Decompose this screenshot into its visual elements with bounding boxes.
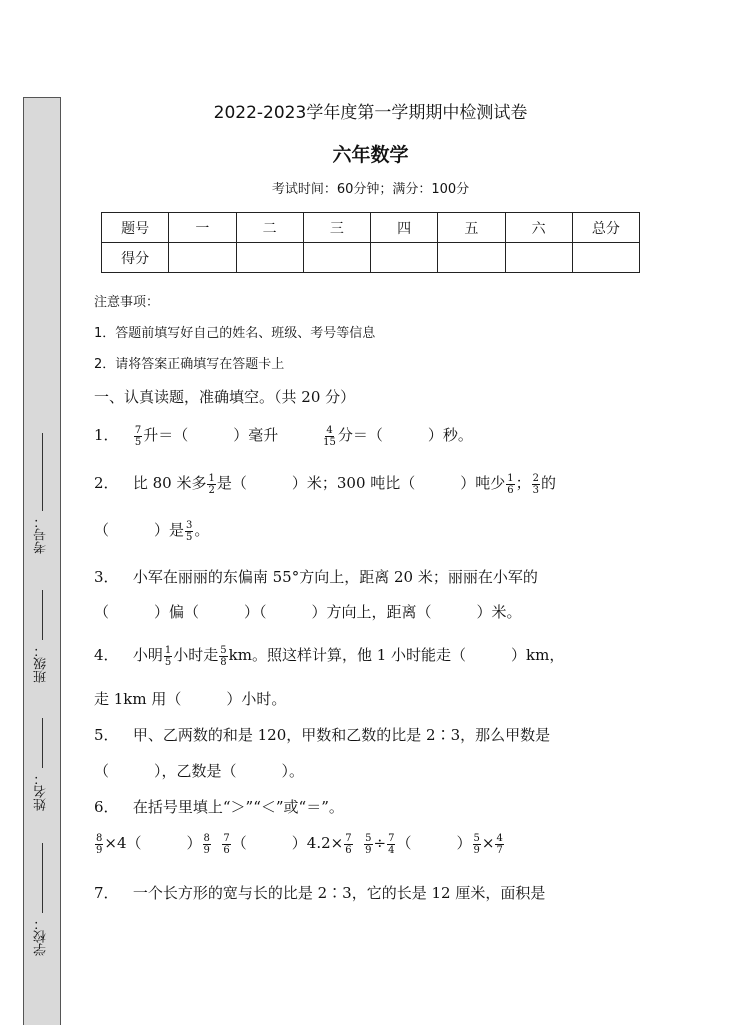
fraction: $\frac{7}{6}$ bbox=[223, 832, 230, 856]
question-text: 小明 bbox=[132, 646, 163, 664]
fraction: $\frac{7}{4}$ bbox=[388, 832, 395, 856]
exam-number-field[interactable] bbox=[24, 433, 60, 554]
question-4 bbox=[94, 644, 564, 668]
binding-strip bbox=[23, 97, 61, 1025]
fraction: $\frac{4}{7}$ bbox=[496, 832, 503, 856]
name-field[interactable] bbox=[24, 718, 60, 811]
header-cell: 六 bbox=[505, 213, 572, 243]
fraction: $\frac{8}{9}$ bbox=[203, 832, 210, 856]
question-5 bbox=[94, 724, 550, 745]
question-4-line-2: 走 1km 用（ ）小时。 bbox=[94, 690, 287, 708]
exam-title: 2022-2023学年度第一学期期中检测试卷 bbox=[213, 103, 528, 123]
fraction: $\frac{5}{9}$ bbox=[365, 832, 372, 856]
fraction: $\frac{5}{8}$ bbox=[220, 644, 227, 668]
school-field[interactable] bbox=[24, 843, 60, 956]
header-cell: 一 bbox=[169, 213, 236, 243]
fraction: $\frac{1}{5}$ bbox=[164, 644, 172, 668]
question-text: 小时走 bbox=[173, 646, 219, 664]
question-number: 5． bbox=[94, 726, 119, 744]
question-number: 3． bbox=[94, 568, 119, 586]
fraction: $\frac{1}{2}$ bbox=[208, 472, 215, 496]
note-item: 2．请将答案正确填写在答题卡上 bbox=[94, 357, 285, 372]
section-heading: 一、认真读题，准确填空。（共 20 分） bbox=[94, 388, 356, 406]
score-table bbox=[101, 212, 640, 273]
question-1 bbox=[94, 424, 473, 448]
question-text: （ ） bbox=[396, 834, 472, 852]
question-6-expressions bbox=[94, 832, 505, 856]
notes-heading: 注意事项： bbox=[94, 295, 160, 310]
question-text: km。照这样计算，他 1 小时能走（ ）km， bbox=[228, 646, 565, 664]
question-5-line-2: （ ），乙数是（ ）。 bbox=[94, 762, 305, 780]
question-text: 比 80 米多 bbox=[132, 474, 207, 492]
exam-info: 考试时间：60分钟；满分：100分 bbox=[271, 182, 470, 197]
question-text: （ ）4.2× bbox=[231, 834, 344, 852]
score-cell[interactable] bbox=[438, 243, 505, 273]
score-cell[interactable] bbox=[236, 243, 303, 273]
header-cell: 二 bbox=[236, 213, 303, 243]
question-text: 小军在丽丽的东偏南 55°方向上，距离 20 米；丽丽在小军的 bbox=[132, 568, 538, 586]
class-field[interactable] bbox=[24, 590, 60, 683]
question-number: 4． bbox=[94, 646, 119, 664]
score-cell[interactable] bbox=[572, 243, 639, 273]
class-label: 班级： bbox=[34, 644, 49, 683]
fraction: $\frac{7}{6}$ bbox=[345, 832, 352, 856]
fraction: $\frac{4}{15}$ bbox=[323, 424, 336, 448]
score-cell[interactable] bbox=[505, 243, 572, 273]
fraction: $\frac{7}{5}$ bbox=[134, 424, 142, 448]
question-text: 甲、乙两数的和是 120，甲数和乙数的比是 2∶3，那么甲数是 bbox=[132, 726, 551, 744]
question-text: 的 bbox=[541, 474, 557, 492]
question-number: 2． bbox=[94, 474, 119, 492]
header-cell: 三 bbox=[303, 213, 370, 243]
question-number: 7． bbox=[94, 884, 119, 902]
school-underline bbox=[42, 843, 43, 913]
header-cell: 五 bbox=[438, 213, 505, 243]
question-text: ； bbox=[515, 474, 531, 492]
name-underline bbox=[42, 718, 43, 768]
score-row-label: 得分 bbox=[102, 243, 169, 273]
question-text: ×4（ ） bbox=[104, 834, 202, 852]
operator: ÷ bbox=[373, 834, 387, 852]
question-3 bbox=[94, 566, 538, 587]
fraction: $\frac{3}{5}$ bbox=[186, 519, 193, 543]
score-table-score-row bbox=[102, 243, 640, 273]
fraction: $\frac{1}{6}$ bbox=[507, 472, 514, 496]
question-6 bbox=[94, 796, 344, 817]
header-cell: 四 bbox=[371, 213, 438, 243]
question-2 bbox=[94, 472, 556, 496]
question-text: 升＝（ ）毫升 bbox=[143, 426, 279, 444]
score-cell[interactable] bbox=[303, 243, 370, 273]
note-item: 1．答题前填写好自己的姓名、班级、考号等信息 bbox=[94, 326, 376, 341]
question-text: 。 bbox=[194, 521, 210, 539]
question-text: 在括号里填上“＞”“＜”或“＝”。 bbox=[132, 798, 344, 816]
question-3-line-2: （ ）偏（ ）（ ）方向上，距离（ ）米。 bbox=[94, 603, 522, 621]
class-underline bbox=[42, 590, 43, 640]
question-number: 6． bbox=[94, 798, 119, 816]
subject-title: 六年数学 bbox=[332, 144, 409, 166]
question-text: 一个长方形的宽与长的比是 2∶3，它的长是 12 厘米，面积是 bbox=[132, 884, 546, 902]
score-cell[interactable] bbox=[371, 243, 438, 273]
fraction: $\frac{8}{9}$ bbox=[96, 832, 103, 856]
header-cell: 题号 bbox=[102, 213, 169, 243]
question-2-line-2 bbox=[94, 519, 209, 543]
question-7 bbox=[94, 882, 545, 903]
exam-number-underline bbox=[42, 433, 43, 511]
fraction: $\frac{2}{3}$ bbox=[532, 472, 540, 496]
exam-number-label: 考号： bbox=[34, 515, 49, 554]
name-label: 姓名： bbox=[34, 772, 49, 811]
score-table-header-row bbox=[102, 213, 640, 243]
question-number: 1． bbox=[94, 426, 119, 444]
fraction: $\frac{5}{9}$ bbox=[473, 832, 480, 856]
question-text: 分＝（ ）秒。 bbox=[337, 426, 473, 444]
school-label: 学校： bbox=[34, 917, 49, 956]
score-cell[interactable] bbox=[169, 243, 236, 273]
header-cell: 总分 bbox=[572, 213, 639, 243]
operator: × bbox=[481, 834, 495, 852]
question-text: （ ）是 bbox=[94, 521, 185, 539]
question-text: 是（ ）米；300 吨比（ ）吨少 bbox=[216, 474, 506, 492]
